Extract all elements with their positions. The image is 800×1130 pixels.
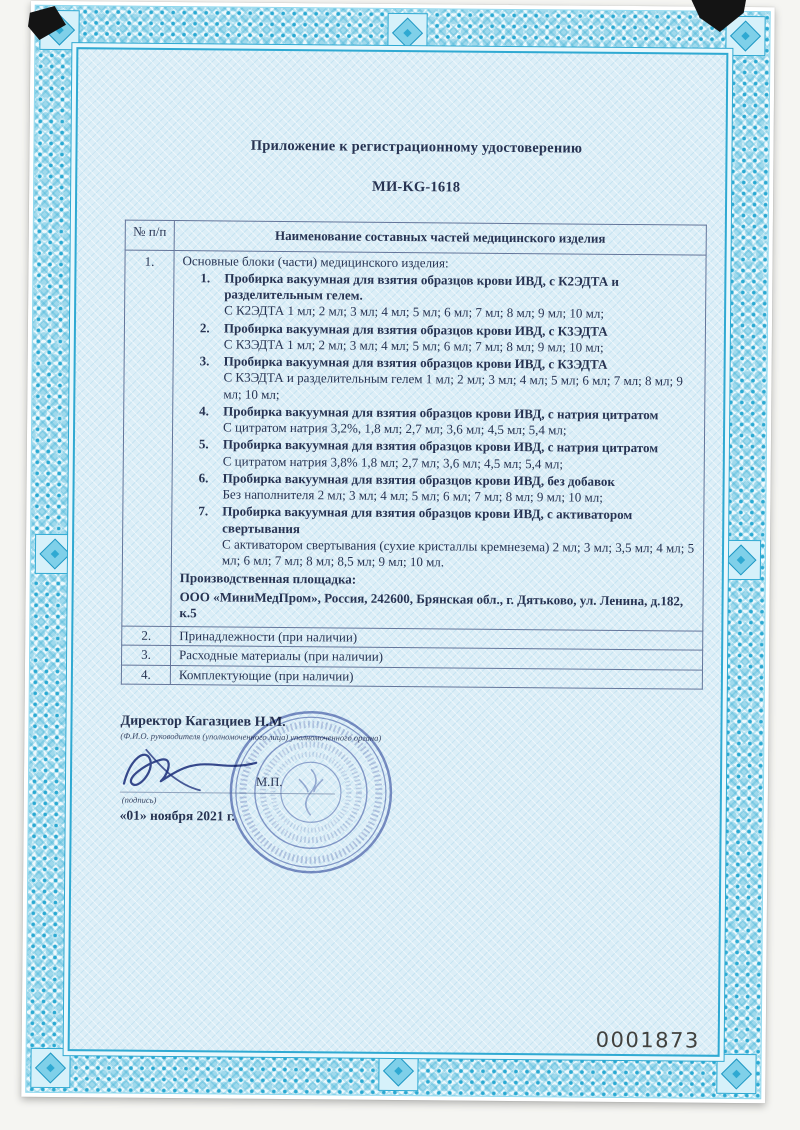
component-item bbox=[200, 270, 697, 323]
row-number: 3. bbox=[122, 645, 171, 665]
component-item-title: Пробирка вакуумная для взятия образцов крови ИВД, с натрия цитратом bbox=[222, 436, 659, 456]
component-item bbox=[199, 437, 696, 474]
border-rosette-icon bbox=[721, 540, 761, 580]
production-site-address: ООО «МиниМедПром», Россия, 242600, Брянская обл., г. Дятьково, ул. Ленина, д.182, к.5 bbox=[179, 588, 684, 620]
component-item-title: Пробирка вакуумная для взятия образцов крови ИВД, без добавок bbox=[222, 470, 616, 489]
row-number: 4. bbox=[121, 665, 170, 685]
border-rosette-icon bbox=[378, 1051, 418, 1091]
component-item bbox=[199, 403, 696, 440]
component-item bbox=[198, 470, 695, 507]
component-item-desc: С К3ЭДТА и разделительным гелем 1 мл; 2 мл; 3 мл; 4 мл; 5 мл; 6 мл; 7 мл; 8 мл; 9 мл; 10 мл; bbox=[223, 369, 683, 402]
component-item-number: 6. bbox=[198, 470, 209, 486]
component-item-title: Пробирка вакуумная для взятия образцов крови ИВД, с активатором свертывания bbox=[222, 503, 633, 536]
row-number: 2. bbox=[122, 626, 171, 646]
component-item-desc: С К2ЭДТА 1 мл; 2 мл; 3 мл; 4 мл; 5 мл; 6 мл; 7 мл; 8 мл; 9 мл; 10 мл; bbox=[224, 302, 605, 322]
component-item-number: 4. bbox=[199, 403, 210, 419]
border-rosette-icon bbox=[716, 1054, 756, 1094]
component-item-number: 7. bbox=[198, 503, 209, 519]
main-row-content bbox=[171, 250, 706, 631]
director-note: (Ф.И.О. руководителя (уполномоченного лица) уполномоченного органа) bbox=[120, 730, 382, 744]
components-table bbox=[121, 220, 707, 690]
component-item-desc: С К3ЭДТА 1 мл; 2 мл; 3 мл; 4 мл; 5 мл; 6 мл; 7 мл; 8 мл; 9 мл; 10 мл; bbox=[223, 336, 604, 355]
component-item bbox=[199, 353, 696, 406]
issue-date: «01» ноября 2021 г. bbox=[119, 807, 236, 824]
col-header-number: № п/п bbox=[125, 220, 174, 250]
component-item-number: 5. bbox=[198, 436, 209, 452]
component-item-desc: Без наполнителя 2 мл; 3 мл; 4 мл; 5 мл; 6 мл; 7 мл; 8 мл; 9 мл; 10 мл; bbox=[222, 486, 603, 505]
component-item-title: Пробирка вакуумная для взятия образцов крови ИВД, с натрия цитратом bbox=[223, 403, 659, 423]
main-row-number: 1. bbox=[122, 250, 174, 627]
signature-area bbox=[120, 741, 703, 808]
component-item-desc: С цитратом натрия 3,2%, 1,8 мл; 2,7 мл; 3,6 мл; 4,5 мл; 5,4 мл; bbox=[223, 419, 567, 438]
component-item-number: 2. bbox=[199, 319, 210, 335]
certificate-page bbox=[21, 1, 775, 1103]
border-rosette-icon bbox=[35, 534, 75, 574]
serial-number: 0001873 bbox=[595, 1027, 700, 1053]
document-content bbox=[70, 49, 727, 1055]
seal-place-label: М.П. bbox=[255, 774, 283, 789]
component-item-title: Пробирка вакуумная для взятия образцов крови ИВД, с К3ЭДТА bbox=[223, 353, 608, 372]
director-name-line: Директор Кагазциев Н.М. bbox=[120, 713, 286, 730]
component-item-title: Пробирка вакуумная для взятия образцов крови ИВД, с К2ЭДТА и разделительным гелем. bbox=[224, 270, 619, 303]
component-item-number: 1. bbox=[200, 270, 211, 286]
border-rosette-icon bbox=[387, 13, 427, 53]
document-body-area bbox=[68, 47, 729, 1057]
signature-block bbox=[120, 712, 703, 829]
component-item bbox=[200, 320, 697, 357]
appendix-title: Приложение к регистрационному удостоверению bbox=[250, 137, 583, 157]
table-row-main bbox=[122, 250, 706, 632]
row-name: Расходные материалы (при наличии) bbox=[171, 646, 703, 670]
component-item-desc: С активатором свертывания (сухие кристаллы кремнезема) 2 мл; 3 мл; 3,5 мл; 4 мл; 5 мл; 6 мл; 7 мл; 8 мл; 8,5 мл; 9 мл; 10 мл. bbox=[221, 536, 695, 570]
row-name: Комплектующие (при наличии) bbox=[170, 665, 702, 689]
production-site-label: Производственная площадка: bbox=[179, 570, 357, 587]
component-item bbox=[198, 504, 696, 573]
border-rosette-icon bbox=[30, 1048, 70, 1088]
signature-caption: (подпись) bbox=[121, 794, 157, 805]
component-item-title: Пробирка вакуумная для взятия образцов крови ИВД, с К3ЭДТА bbox=[223, 319, 608, 339]
component-item-desc: С цитратом натрия 3,8% 1,8 мл; 2,7 мл; 3,6 мл; 4,5 мл; 5,4 мл; bbox=[222, 452, 564, 471]
certificate-number: МИ-KG-1618 bbox=[372, 178, 461, 196]
col-header-name: Наименование составных частей медицинского изделия bbox=[174, 221, 706, 255]
row-name: Принадлежности (при наличии) bbox=[171, 627, 703, 651]
component-item-number: 3. bbox=[199, 353, 210, 369]
components-intro: Основные блоки (части) медицинского изделия: bbox=[182, 252, 449, 270]
table-row-parts bbox=[121, 665, 702, 689]
